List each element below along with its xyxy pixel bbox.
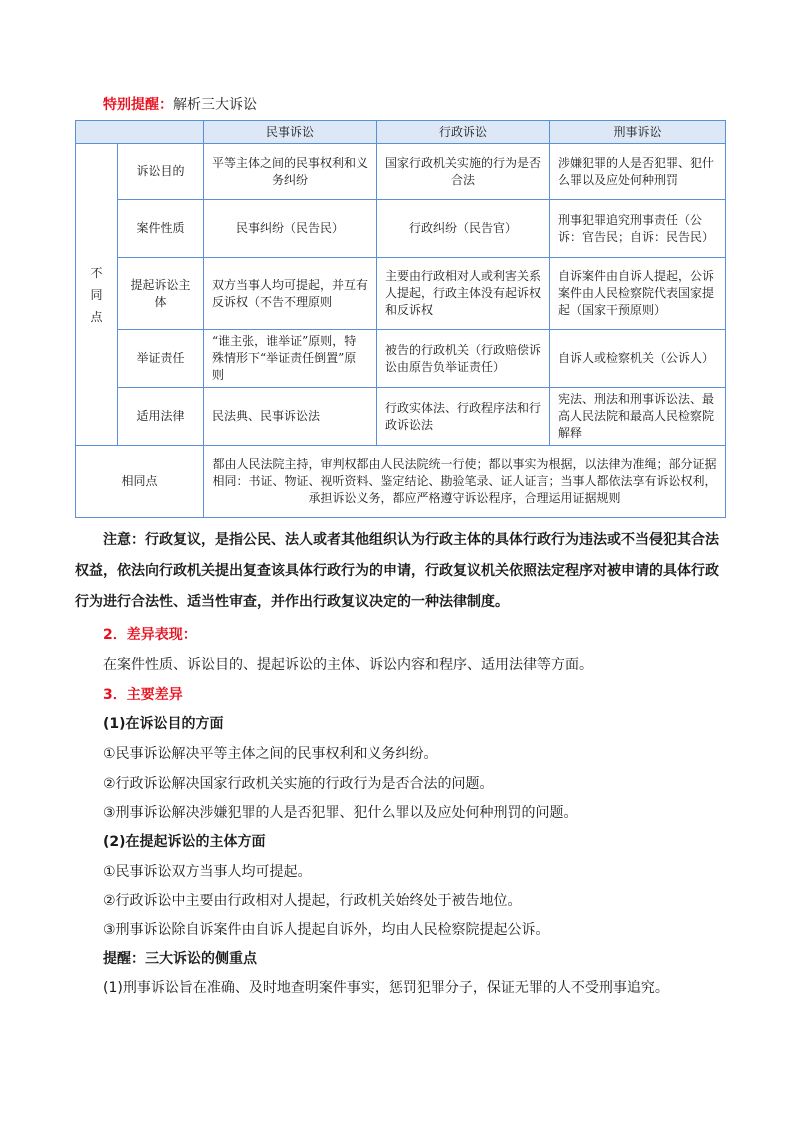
cell-admin: 行政纠纷（民告官） (377, 200, 550, 258)
differences-label: 不 同 点 (76, 144, 118, 446)
row-label: 举证责任 (118, 330, 204, 388)
cell-criminal: 涉嫌犯罪的人是否犯罪、犯什么罪以及应处何种刑罚 (550, 144, 726, 200)
similarities-label: 相同点 (76, 446, 204, 518)
list-item: ①民事诉讼双方当事人均可提起。 (103, 864, 312, 880)
table-header-row (76, 121, 726, 144)
row-label: 提起诉讼主体 (118, 258, 204, 330)
row-label: 诉讼目的 (118, 144, 204, 200)
cell-admin: 国家行政机关实施的行为是否合法 (377, 144, 550, 200)
cell-admin: 被告的行政机关（行政赔偿诉讼由原告负举证责任） (377, 330, 550, 388)
section2-title: 2．差异表现： (103, 627, 197, 643)
note-block (75, 525, 725, 618)
cell-civil: 民法典、民事诉讼法 (204, 388, 377, 446)
section2-text: 在案件性质、诉讼目的、提起诉讼的主体、诉讼内容和程序、适用法律等方面。 (103, 657, 593, 673)
list-item: ②行政诉讼中主要由行政相对人提起，行政机关始终处于被告地位。 (103, 893, 522, 909)
list-item: ②行政诉讼解决国家行政机关实施的行政行为是否合法的问题。 (103, 776, 494, 792)
list-item: ③刑事诉讼除自诉案件由自诉人提起自诉外，均由人民检察院提起公诉。 (103, 922, 550, 938)
special-reminder-title: 解析三大诉讼 (173, 97, 257, 113)
cell-criminal: 自诉案件由自诉人提起，公诉案件由人民检察院代表国家提起（国家干预原则） (550, 258, 726, 330)
row-label: 案件性质 (118, 200, 204, 258)
table-header-admin: 行政诉讼 (377, 121, 550, 144)
cell-civil: “谁主张，谁举证”原则，特殊情形下“举证责任倒置”原则 (204, 330, 377, 388)
reminder-title: 提醒：三大诉讼的侧重点 (103, 951, 257, 967)
table-row (76, 258, 726, 330)
cell-civil: 双方当事人均可提起，并互有反诉权（不告不理原则 (204, 258, 377, 330)
table-row-similarities (76, 446, 726, 518)
table-row (76, 330, 726, 388)
special-reminder-heading (103, 94, 257, 114)
note-label: 注意： (103, 532, 145, 548)
similarities-text: 都由人民法院主持，审判权都由人民法院统一行使；都以事实为根据，以法律为准绳；部分证据相同：书证、物证、视听资料、鉴定结论、勘验笔录、证人证言；当事人都依法享有诉讼权利，承担诉讼义务，都应严格遵守诉讼程序，合理运用证据规则 (204, 446, 726, 518)
list-item: ③刑事诉讼解决涉嫌犯罪的人是否犯罪、犯什么罪以及应处何种刑罚的问题。 (103, 805, 578, 821)
list-item: ①民事诉讼解决平等主体之间的民事权利和义务纠纷。 (103, 746, 438, 762)
row-label: 适用法律 (118, 388, 204, 446)
cell-criminal: 自诉人或检察机关（公诉人） (550, 330, 726, 388)
special-reminder-label: 特别提醒： (103, 97, 173, 113)
cell-criminal: 宪法、刑法和刑事诉讼法、最高人民法院和最高人民检察院解释 (550, 388, 726, 446)
subsection1-title: (1)在诉讼目的方面 (103, 716, 224, 732)
cell-civil: 平等主体之间的民事权利和义务纠纷 (204, 144, 377, 200)
table-header-blank (76, 121, 204, 144)
table-header-criminal: 刑事诉讼 (550, 121, 726, 144)
cell-civil: 民事纠纷（民告民） (204, 200, 377, 258)
table-header-civil: 民事诉讼 (204, 121, 377, 144)
cell-criminal: 刑事犯罪追究刑事责任（公诉：官告民；自诉：民告民） (550, 200, 726, 258)
table-row (76, 388, 726, 446)
table-row (76, 200, 726, 258)
reminder-item: (1)刑事诉讼旨在准确、及时地查明案件事实，惩罚犯罪分子，保证无罪的人不受刑事追究。 (103, 980, 669, 996)
cell-admin: 主要由行政相对人或利害关系人提起，行政主体没有起诉权和反诉权 (377, 258, 550, 330)
comparison-table (75, 120, 726, 518)
note-text: 行政复议，是指公民、法人或者其他组织认为行政主体的具体行政行为违法或不当侵犯其合法权益，依法向行政机关提出复查该具体行政行为的申请，行政复议机关依照法定程序对被申请的具体行政行为进行合法性、适当性审查，并作出行政复议决定的一种法律制度。 (75, 532, 719, 610)
section3-title: 3．主要差异 (103, 687, 183, 703)
subsection2-title: (2)在提起诉讼的主体方面 (103, 834, 266, 850)
cell-admin: 行政实体法、行政程序法和行政诉讼法 (377, 388, 550, 446)
table-row (76, 144, 726, 200)
